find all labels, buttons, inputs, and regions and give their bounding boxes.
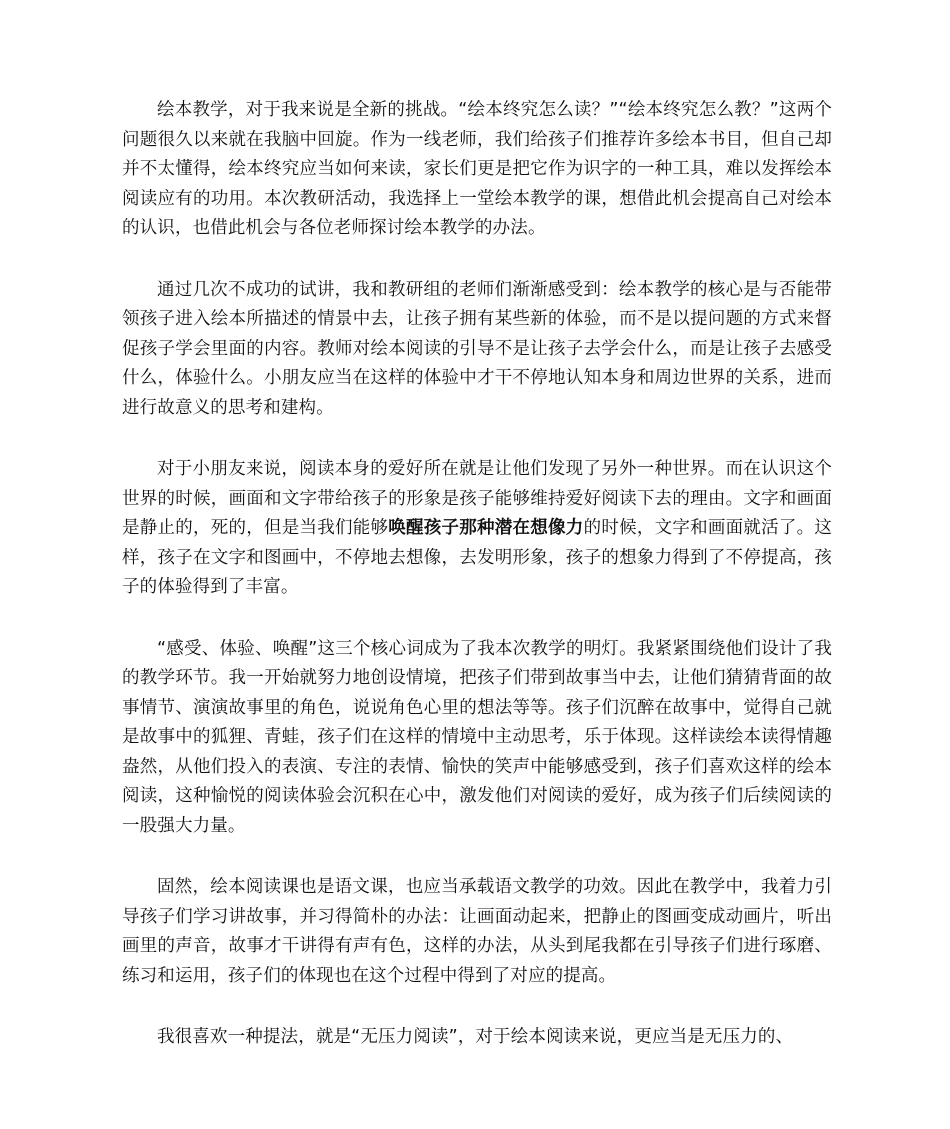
paragraph-3 xyxy=(122,455,832,603)
document-page xyxy=(122,96,832,1053)
paragraph-6: 我很喜欢一种提法，就是“无压力阅读”，对于绘本阅读来说，更应当是无压力的、 xyxy=(157,1027,794,1047)
paragraph-5: 固然，绘本阅读课也是语文课，也应当承载语文教学的功效。因此在教学中，我着力引导孩子们学习讲故事，并习得简朴的办法：让画面动起来，把静止的图画变成动画片，听出画里的声音，故事才干讲得有声有色，这样的办法，从头到尾我都在引导孩子们进行琢磨、练习和运用，孩子们的体现也在这个过程中得到了对应的提高。 xyxy=(122,877,832,986)
paragraph-1: 绘本教学，对于我来说是全新的挑战。“绘本终究怎么读？”“绘本终究怎么教？”这两个问题很久以来就在我脑中回旋。作为一线老师，我们给孩子们推荐许多绘本书目，但自己却并不太懂得，绘本终究应当如何来读，家长们更是把它作为识字的一种工具，难以发挥绘本阅读应有的功用。本次教研活动，我选择上一堂绘本教学的课，想借此机会提高自己对绘本的认识，也借此机会与各位老师探讨绘本教学的办法。 xyxy=(122,100,832,238)
paragraph-4: “感受、体验、唤醒”这三个核心词成为了我本次教学的明灯。我紧紧围绕他们设计了我的教学环节。我一开始就努力地创设情境，把孩子们带到故事当中去，让他们猜猜背面的故事情节、演演故事里的角色，说说角色心里的想法等等。孩子们沉醉在故事中，觉得自己就是故事中的狐狸、青蛙，孩子们在这样的情境中主动思考，乐于体现。这样读绘本读得情趣盎然，从他们投入的表演、专注的表情、愉快的笑声中能够感受到，孩子们喜欢这样的绘本阅读，这种愉悦的阅读体验会沉积在心中，激发他们对阅读的爱好，成为孩子们后续阅读的一股强大力量。 xyxy=(122,638,832,836)
paragraph-3-text-after: 的时候，文字和画面就活了。这样，孩子在文字和图画中，不停地去想像，去发明形象，孩子的想象力得到了不停提高，孩子的体验得到了丰富。 xyxy=(122,518,832,597)
paragraph-3-bold-phrase: 唤醒孩子那种潜在想像力 xyxy=(388,518,584,538)
paragraph-3-text-before: 对于小朋友来说，阅读本身的爱好所在就是让他们发现了另外一种世界。而在认识这个世界的时候，画面和文字带给孩子的形象是孩子能够维持爱好阅读下去的理由。文字和画面是静止的，死的，但是当我们能够 xyxy=(122,459,832,538)
paragraph-2: 通过几次不成功的试讲，我和教研组的老师们渐渐感受到：绘本教学的核心是与否能带领孩子进入绘本所描述的情景中去，让孩子拥有某些新的体验，而不是以提问题的方式来督促孩子学会里面的内容。教师对绘本阅读的引导不是让孩子去学会什么，而是让孩子去感受什么，体验什么。小朋友应当在这样的体验中才干不停地认知本身和周边世界的关系，进而进行故意义的思考和建构。 xyxy=(122,279,832,418)
